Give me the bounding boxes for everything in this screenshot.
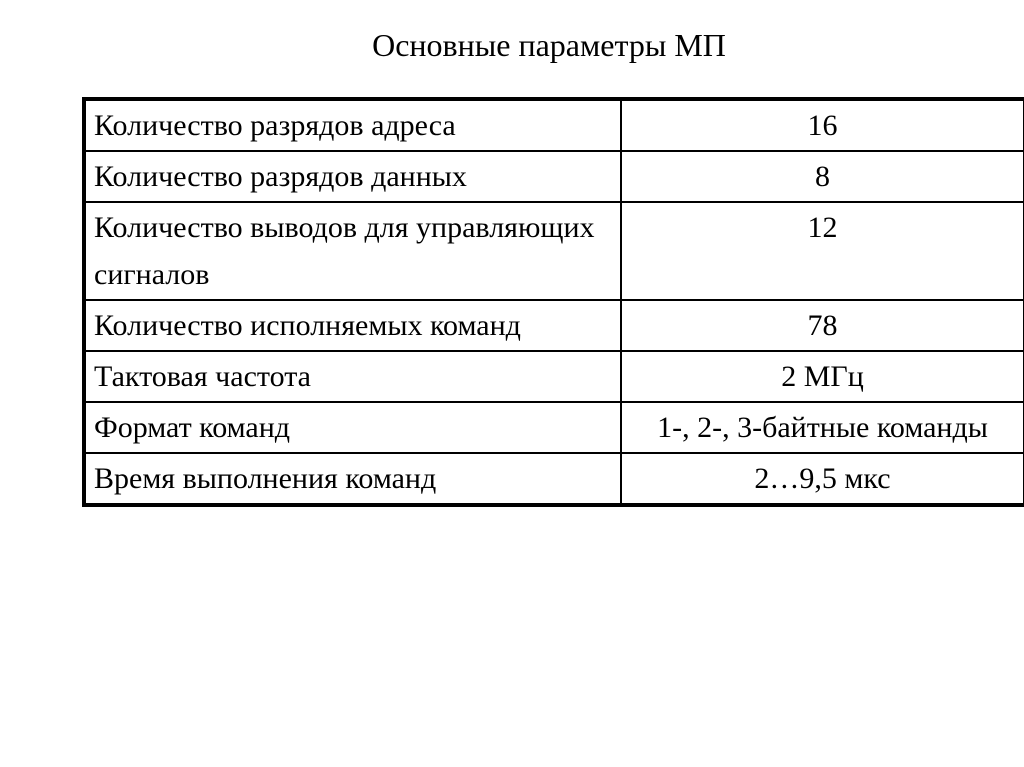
param-value-cell: 2 МГц	[621, 351, 1024, 402]
parameters-table-body	[84, 99, 1024, 505]
param-value-cell: 2…9,5 мкс	[621, 453, 1024, 505]
page-title: Основные параметры МП	[372, 27, 726, 63]
param-value-cell: 12	[621, 202, 1024, 300]
table-row	[84, 300, 1024, 351]
table-row	[84, 151, 1024, 202]
parameters-table	[82, 97, 1024, 507]
param-value-cell: 78	[621, 300, 1024, 351]
table-row	[84, 453, 1024, 505]
table-row	[84, 202, 1024, 300]
param-name-cell: Тактовая частота	[84, 351, 621, 402]
param-name-cell: Количество разрядов адреса	[84, 99, 621, 151]
param-name-cell: Количество выводов для управляющих сигналов	[84, 202, 621, 300]
param-value-cell: 8	[621, 151, 1024, 202]
param-name-cell: Количество разрядов данных	[84, 151, 621, 202]
param-value-cell: 16	[621, 99, 1024, 151]
table-row	[84, 99, 1024, 151]
param-value-cell: 1-, 2-, 3-байтные команды	[621, 402, 1024, 453]
table-row	[84, 402, 1024, 453]
table-row	[84, 351, 1024, 402]
param-name-cell: Формат команд	[84, 402, 621, 453]
param-name-cell: Количество исполняемых команд	[84, 300, 621, 351]
param-name-cell: Время выполнения команд	[84, 453, 621, 505]
